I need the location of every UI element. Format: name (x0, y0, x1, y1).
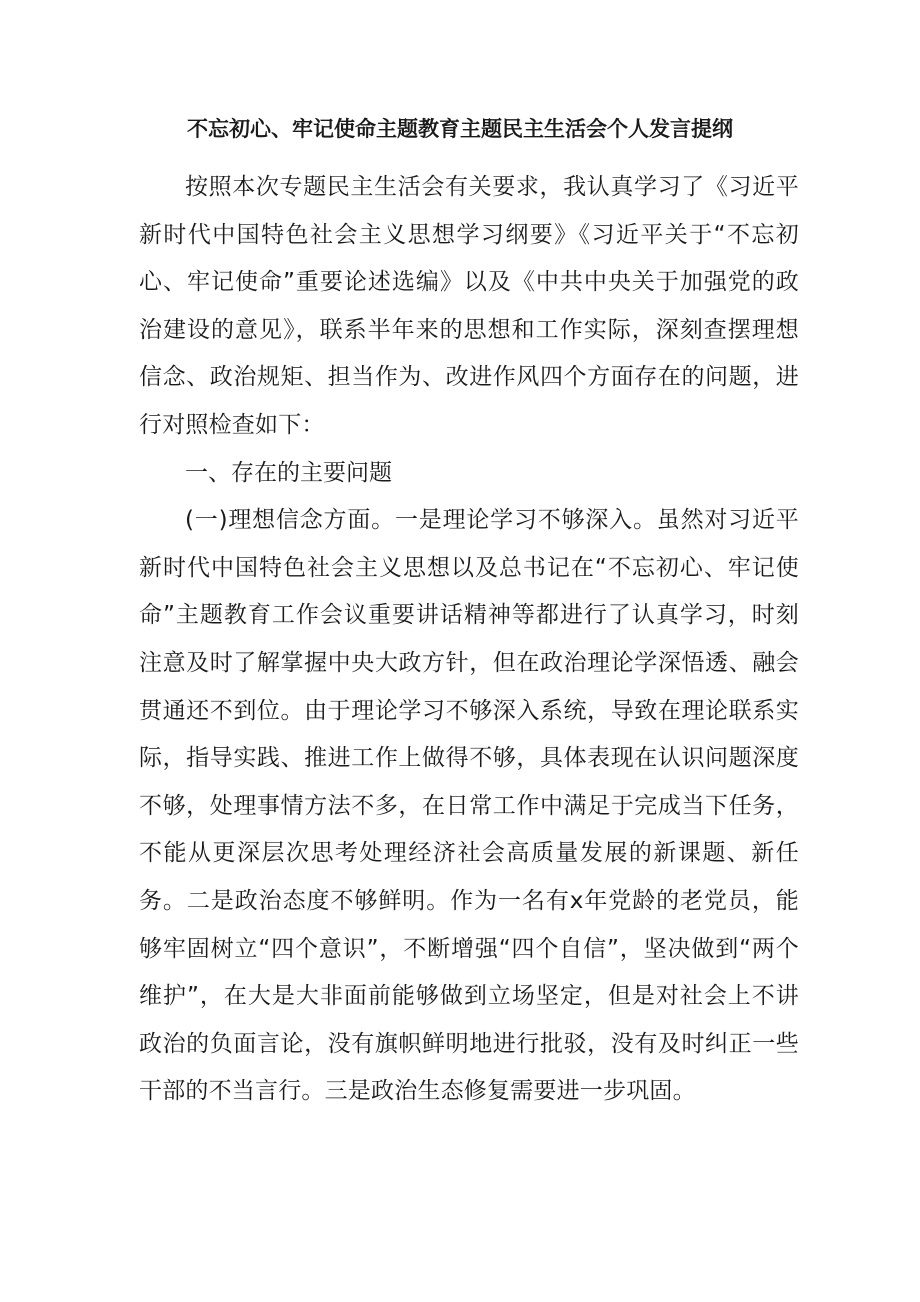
document-body (139, 164, 799, 1116)
intro-paragraph: 按照本次专题民主生活会有关要求，我认真学习了《习近平新时代中国特色社会主义思想学习纲要》《习近平关于“不忘初心、牢记使命”重要论述选编》以及《中共中央关于加强党的政治建设的意见》，联系半年来的思想和工作实际，深刻查摆理想信念、政治规矩、担当作为、改进作风四个方面存在的问题，进行对照检查如下： (139, 174, 799, 438)
section-paragraph: (一)理想信念方面。一是理论学习不够深入。虽然对习近平新时代中国特色社会主义思想以及总书记在“不忘初心、牢记使命”主题教育工作会议重要讲话精神等都进行了认真学习，时刻注意及时了解掌握中央大政方针，但在政治理论学深悟透、融会贯通还不到位。由于理论学习不够深入系统，导致在理论联系实际，指导实践、推进工作上做得不够，具体表现在认识问题深度不够，处理事情方法不多，在日常工作中满足于完成当下任务，不能从更深层次思考处理经济社会高质量发展的新课题、新任务。二是政治态度不够鲜明。作为一名有x年党龄的老党员，能够牢固树立“四个意识”，不断增强“四个自信”，坚决做到“两个维护”，在大是大非面前能够做到立场坚定，但是对社会上不讲政治的负面言论，没有旗帜鲜明地进行批驳，没有及时纠正一些干部的不当言行。三是政治生态修复需要进一步巩固。 (139, 507, 799, 1105)
section-heading: 一、存在的主要问题 (185, 459, 392, 486)
document-title: 不忘初心、牢记使命主题教育主题民主生活会个人发言提纲 (187, 117, 733, 141)
